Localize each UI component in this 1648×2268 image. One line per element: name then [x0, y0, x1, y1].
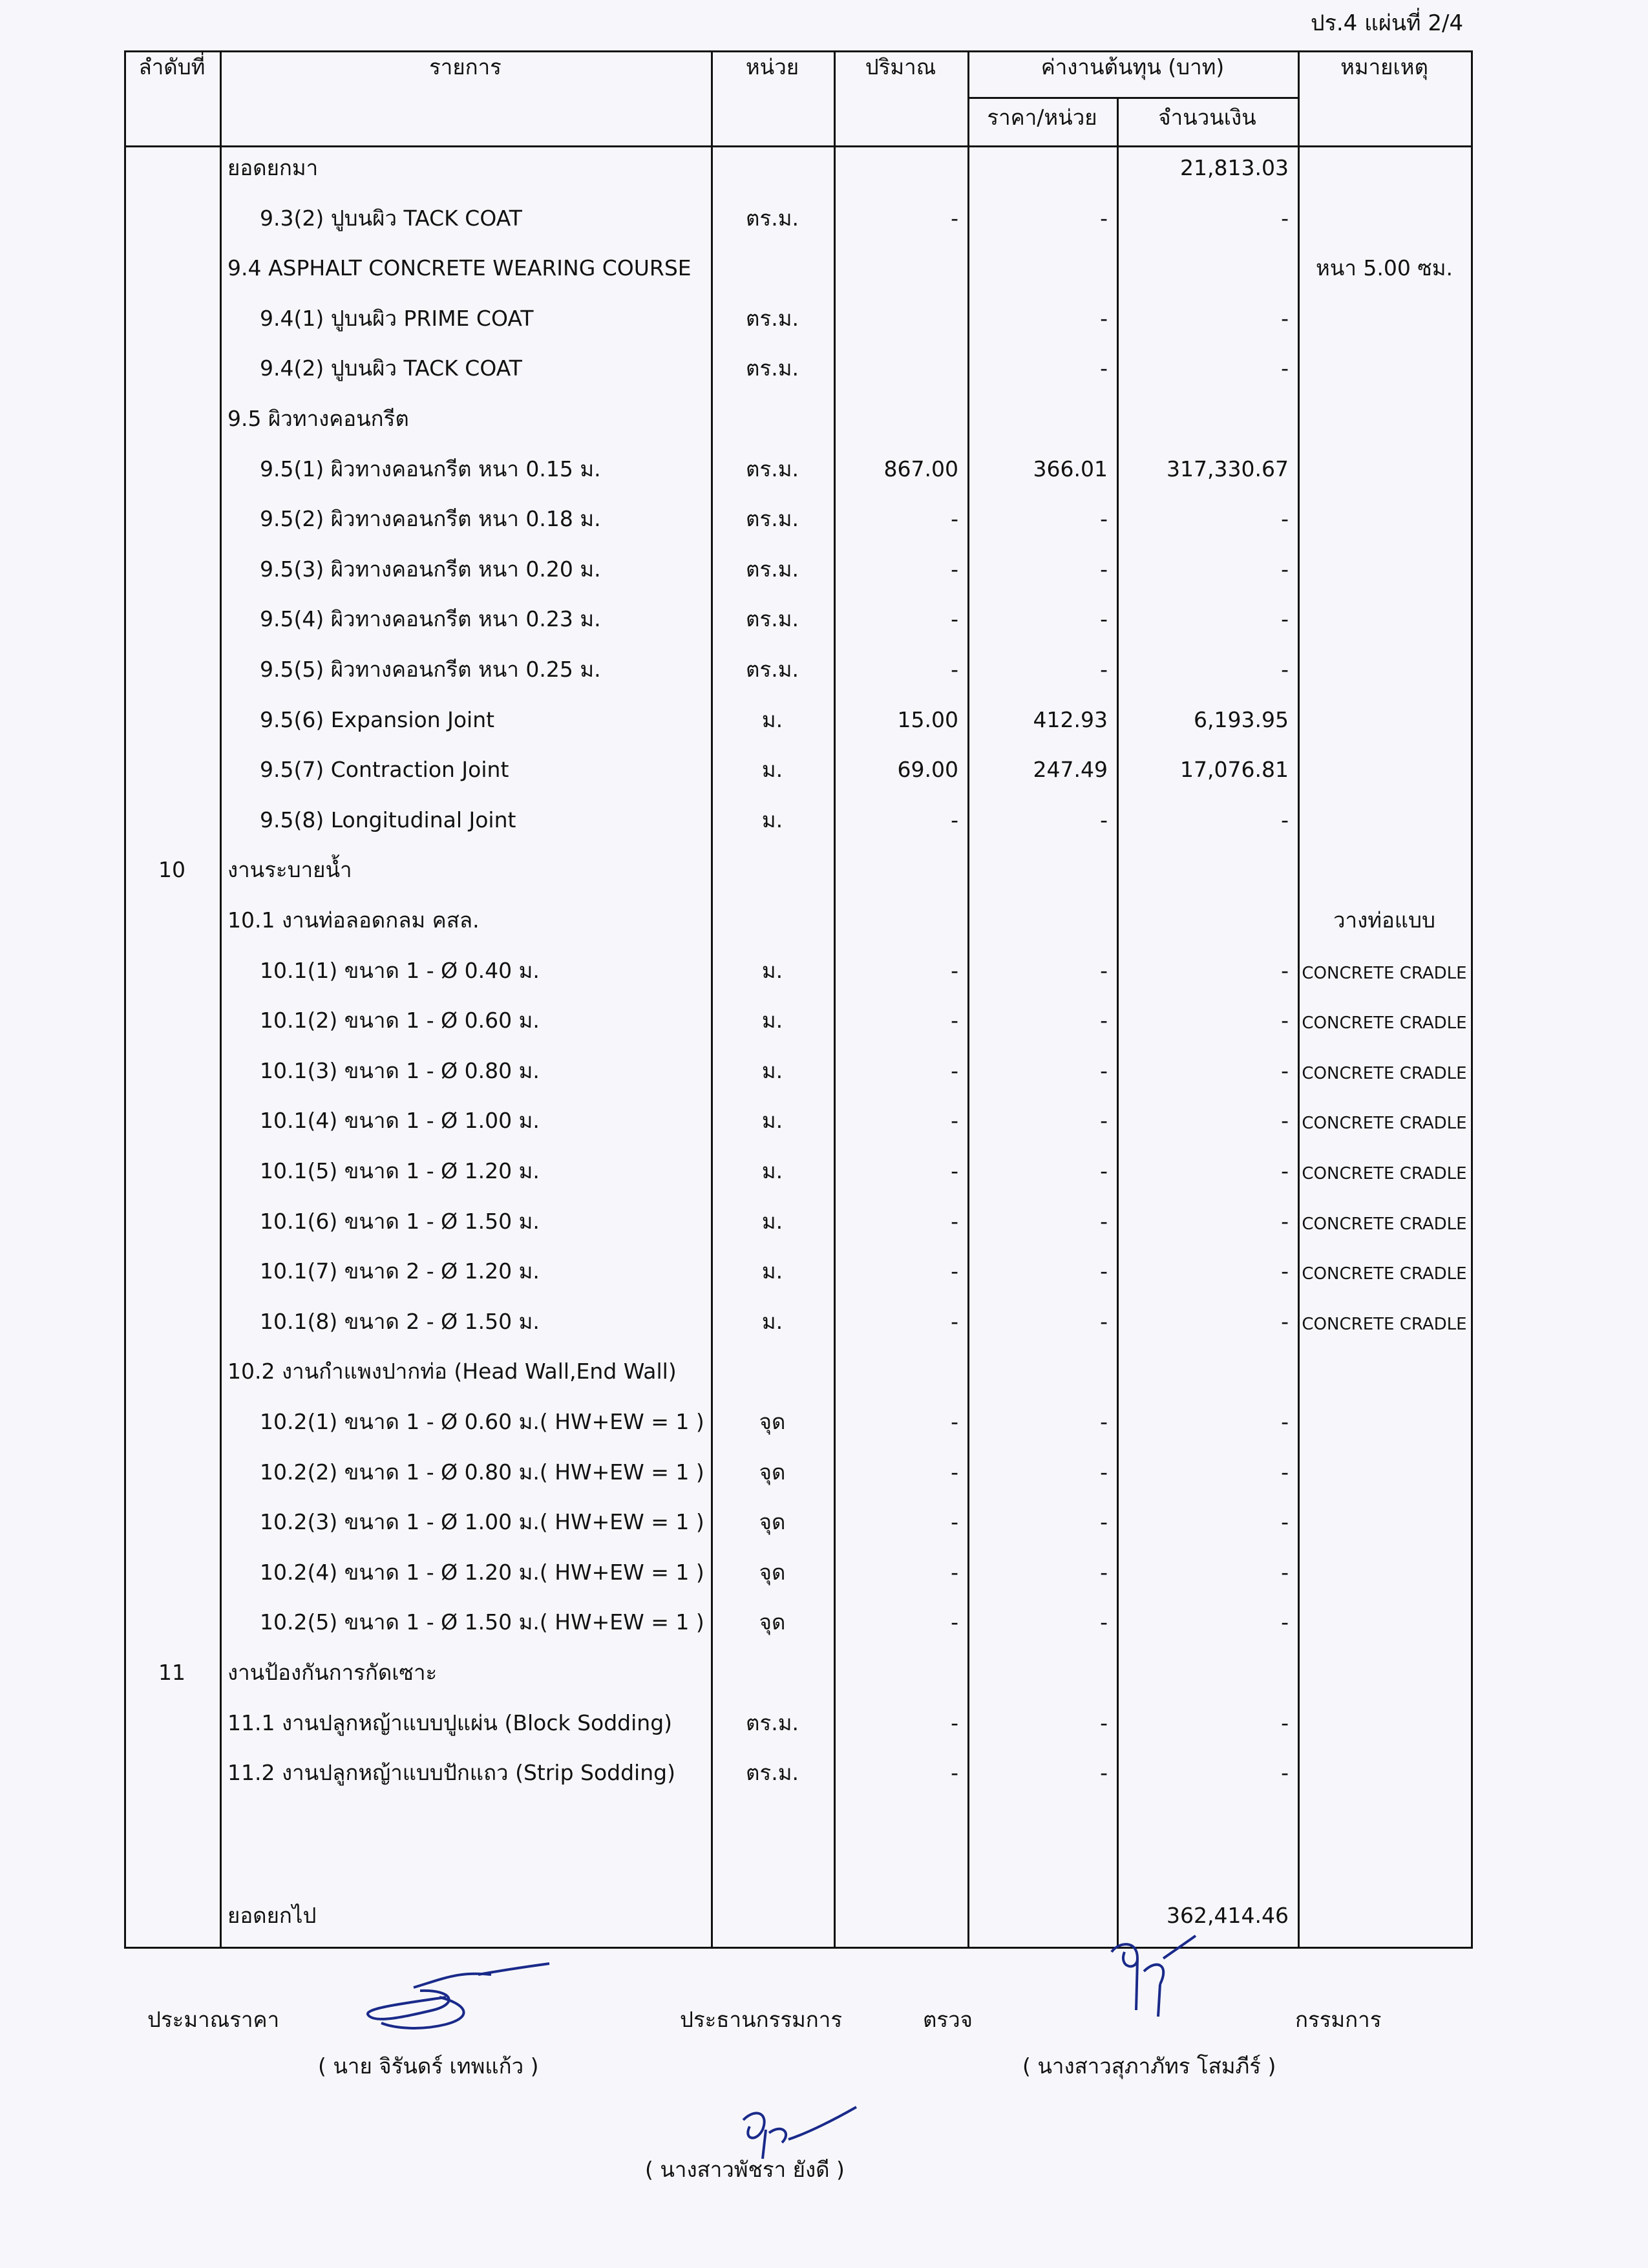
row-item: 10.1(1) ขนาด 1 - Ø 0.40 ม. [260, 958, 540, 983]
row-item: 11.1 งานปลูกหญ้าแบบปูแผ่น (Block Sodding) [227, 1710, 673, 1735]
row-price: - [1100, 206, 1108, 231]
row-item: 9.4 ASPHALT CONCRETE WEARING COURSE [227, 255, 692, 281]
row-qty: - [951, 1058, 958, 1083]
row-unit: ม. [761, 1108, 783, 1133]
row-item: 9.5(4) ผิวทางคอนกรีต หนา 0.23 ม. [260, 606, 601, 631]
row-unit: ม. [761, 1058, 783, 1083]
row-unit: ม. [761, 1309, 783, 1334]
row-amount: - [1281, 1509, 1289, 1534]
estimator-signature [362, 1952, 556, 2042]
header-item: รายการ [429, 54, 502, 79]
row-price: - [1100, 306, 1108, 331]
row-price: - [1100, 1309, 1108, 1334]
row-price: 412.93 [1033, 707, 1108, 732]
row-qty: - [951, 1560, 958, 1585]
row-amount: 21,813.03 [1180, 155, 1289, 180]
sheet-reference: ปร.4 แผ่นที่ 2/4 [1311, 10, 1464, 36]
row-item: 10.2(1) ขนาด 1 - Ø 0.60 ม.( HW+EW = 1 ) [260, 1409, 704, 1434]
chair-role: ประธานกรรมการ [680, 2007, 843, 2032]
row-qty: - [951, 1609, 958, 1635]
table-rule [1298, 50, 1300, 1949]
row-item: 9.5(2) ผิวทางคอนกรีต หนา 0.18 ม. [260, 506, 601, 531]
row-qty: - [951, 807, 958, 832]
header-no: ลำดับที่ [138, 54, 206, 79]
row-item: 9.5(6) Expansion Joint [260, 707, 495, 732]
row-item: 9.4(1) ปูบนผิว PRIME COAT [260, 306, 534, 331]
row-price: - [1100, 807, 1108, 832]
row-remark: CONCRETE CRADLE [1302, 1114, 1467, 1133]
row-item: ยอดยกมา [227, 155, 319, 180]
row-item: 10.1(3) ขนาด 1 - Ø 0.80 ม. [260, 1058, 540, 1083]
table-rule [711, 50, 713, 1949]
row-amount: - [1281, 1710, 1289, 1735]
estimator-name: ( นาย จิรันดร์ เทพแก้ว ) [318, 2053, 539, 2079]
row-amount: - [1281, 1609, 1289, 1635]
member-role: กรรมการ [1295, 2007, 1382, 2032]
row-unit: ม. [761, 1158, 783, 1183]
row-unit: ตร.ม. [746, 606, 799, 631]
row-price: - [1100, 1209, 1108, 1234]
row-remark: CONCRETE CRADLE [1302, 1164, 1467, 1183]
row-price: 366.01 [1033, 456, 1108, 482]
member-signature [1099, 1933, 1215, 2030]
row-qty: - [951, 556, 958, 582]
row-qty: - [951, 606, 958, 631]
row-qty: - [951, 1108, 958, 1133]
row-unit: ตร.ม. [746, 1760, 799, 1785]
row-unit: ม. [761, 757, 783, 782]
row-qty: - [951, 1760, 958, 1785]
row-remark: CONCRETE CRADLE [1302, 1214, 1467, 1234]
row-amount: - [1281, 657, 1289, 682]
row-item: 9.5(3) ผิวทางคอนกรีต หนา 0.20 ม. [260, 556, 601, 582]
row-remark: วางท่อแบบ [1333, 907, 1435, 933]
row-unit: จุด [759, 1459, 786, 1485]
row-item: 10.2(4) ขนาด 1 - Ø 1.20 ม.( HW+EW = 1 ) [260, 1560, 704, 1585]
row-unit: ม. [761, 1008, 783, 1033]
row-item: 10.1(8) ขนาด 2 - Ø 1.50 ม. [260, 1309, 540, 1334]
row-amount: - [1281, 1309, 1289, 1334]
row-qty: - [951, 1309, 958, 1334]
row-item: 9.5(5) ผิวทางคอนกรีต หนา 0.25 ม. [260, 657, 601, 682]
row-qty: - [951, 206, 958, 231]
table-rule [124, 50, 1473, 52]
row-unit: ม. [761, 1258, 783, 1284]
row-unit: ตร.ม. [746, 1710, 799, 1735]
row-unit: จุด [759, 1409, 786, 1434]
row-price: - [1100, 1158, 1108, 1183]
header-remark: หมายเหตุ [1340, 54, 1428, 79]
row-amount: - [1281, 556, 1289, 582]
row-amount: - [1281, 1209, 1289, 1234]
row-item: 11.2 งานปลูกหญ้าแบบปักแถว (Strip Sodding) [227, 1760, 675, 1785]
row-price: - [1100, 606, 1108, 631]
row-qty: 69.00 [897, 757, 958, 782]
table-rule [124, 1947, 1473, 1949]
row-item: 10.1 งานท่อลอดกลม คสล. [227, 907, 480, 933]
row-item: 10.1(4) ขนาด 1 - Ø 1.00 ม. [260, 1108, 540, 1133]
row-amount: - [1281, 1459, 1289, 1485]
row-item: งานป้องกันการกัดเซาะ [227, 1660, 438, 1685]
third-signer-name: ( นางสาวพัชรา ยังดี ) [645, 2157, 845, 2182]
row-amount: - [1281, 1058, 1289, 1083]
third-signature [730, 2101, 860, 2165]
row-unit: จุด [759, 1609, 786, 1635]
row-remark: หนา 5.00 ซม. [1316, 255, 1453, 281]
row-qty: - [951, 506, 958, 531]
row-item: 10.1(2) ขนาด 1 - Ø 0.60 ม. [260, 1008, 540, 1033]
row-price: - [1100, 355, 1108, 381]
table-rule [124, 145, 1473, 147]
row-price: - [1100, 657, 1108, 682]
row-item: 9.5 ผิวทางคอนกรีต [227, 406, 409, 431]
row-qty: 867.00 [883, 456, 958, 482]
header-qty: ปริมาณ [865, 54, 936, 79]
row-price: - [1100, 1509, 1108, 1534]
header-amount: จำนวนเงิน [1158, 105, 1256, 130]
row-amount: 6,193.95 [1194, 707, 1289, 732]
row-price: - [1100, 1008, 1108, 1033]
header-unit: หน่วย [745, 54, 799, 79]
estimator-role: ประมาณราคา [147, 2007, 280, 2032]
row-price: - [1100, 1258, 1108, 1284]
row-price: - [1100, 556, 1108, 582]
row-price: - [1100, 1409, 1108, 1434]
row-item: 10.2(2) ขนาด 1 - Ø 0.80 ม.( HW+EW = 1 ) [260, 1459, 704, 1485]
row-qty: - [951, 1459, 958, 1485]
row-unit: ตร.ม. [746, 456, 799, 482]
row-amount: - [1281, 355, 1289, 381]
row-unit: ม. [761, 1209, 783, 1234]
row-amount: 317,330.67 [1167, 456, 1289, 482]
row-qty: - [951, 1409, 958, 1434]
row-amount: - [1281, 1760, 1289, 1785]
table-rule [967, 97, 1298, 99]
row-unit: ตร.ม. [746, 355, 799, 381]
table-rule [967, 50, 969, 1949]
row-qty: - [951, 958, 958, 983]
row-qty: - [951, 1710, 958, 1735]
row-unit: ม. [761, 958, 783, 983]
row-item: 10.1(7) ขนาด 2 - Ø 1.20 ม. [260, 1258, 540, 1284]
row-price: - [1100, 1710, 1108, 1735]
row-item: 9.4(2) ปูบนผิว TACK COAT [260, 355, 522, 381]
row-price: - [1100, 1108, 1108, 1133]
row-amount: - [1281, 306, 1289, 331]
row-price: - [1100, 1058, 1108, 1083]
carry-forward-label: ยอดยกไป [227, 1903, 317, 1928]
row-qty: 15.00 [897, 707, 958, 732]
row-unit: จุด [759, 1509, 786, 1534]
row-unit: จุด [759, 1560, 786, 1585]
row-amount: - [1281, 506, 1289, 531]
row-amount: - [1281, 206, 1289, 231]
table-rule [1471, 50, 1473, 1949]
row-amount: 17,076.81 [1180, 757, 1289, 782]
table-rule [834, 50, 836, 1949]
check-label: ตรวจ [923, 2007, 973, 2032]
row-no: 10 [158, 857, 185, 882]
row-amount: - [1281, 1409, 1289, 1434]
row-item: 10.2 งานกำแพงปากท่อ (Head Wall,End Wall) [227, 1359, 677, 1384]
table-rule [220, 50, 222, 1949]
row-price: - [1100, 1560, 1108, 1585]
header-price: ราคา/หน่วย [987, 105, 1097, 130]
row-unit: ตร.ม. [746, 506, 799, 531]
row-qty: - [951, 1258, 958, 1284]
row-qty: - [951, 657, 958, 682]
row-amount: - [1281, 1158, 1289, 1183]
row-remark: CONCRETE CRADLE [1302, 1264, 1467, 1284]
row-price: - [1100, 958, 1108, 983]
row-price: - [1100, 506, 1108, 531]
member-name: ( นางสาวสุภาภัทร โสมภีร์ ) [1022, 2053, 1276, 2079]
row-item: 9.5(8) Longitudinal Joint [260, 807, 516, 832]
row-item: งานระบายน้ำ [227, 857, 352, 882]
row-amount: - [1281, 958, 1289, 983]
row-item: 9.3(2) ปูบนผิว TACK COAT [260, 206, 522, 231]
row-item: 9.5(7) Contraction Joint [260, 757, 509, 782]
header-cost-group: ค่างานต้นทุน (บาท) [1041, 54, 1225, 79]
row-remark: CONCRETE CRADLE [1302, 1064, 1467, 1083]
row-price: - [1100, 1609, 1108, 1635]
row-amount: - [1281, 1008, 1289, 1033]
row-qty: - [951, 1509, 958, 1534]
row-price: - [1100, 1459, 1108, 1485]
row-unit: ม. [761, 807, 783, 832]
row-price: 247.49 [1033, 757, 1108, 782]
row-amount: - [1281, 1258, 1289, 1284]
row-item: 10.2(3) ขนาด 1 - Ø 1.00 ม.( HW+EW = 1 ) [260, 1509, 704, 1534]
row-item: 9.5(1) ผิวทางคอนกรีต หนา 0.15 ม. [260, 456, 601, 482]
carry-forward-amount: 362,414.46 [1167, 1903, 1289, 1928]
row-qty: - [951, 1008, 958, 1033]
row-no: 11 [158, 1660, 185, 1685]
row-unit: ตร.ม. [746, 556, 799, 582]
row-amount: - [1281, 1560, 1289, 1585]
row-price: - [1100, 1760, 1108, 1785]
row-qty: - [951, 1158, 958, 1183]
row-remark: CONCRETE CRADLE [1302, 1013, 1467, 1033]
row-remark: CONCRETE CRADLE [1302, 1315, 1467, 1334]
row-item: 10.2(5) ขนาด 1 - Ø 1.50 ม.( HW+EW = 1 ) [260, 1609, 704, 1635]
row-unit: ม. [761, 707, 783, 732]
row-unit: ตร.ม. [746, 206, 799, 231]
row-amount: - [1281, 606, 1289, 631]
row-amount: - [1281, 807, 1289, 832]
row-unit: ตร.ม. [746, 306, 799, 331]
row-amount: - [1281, 1108, 1289, 1133]
row-remark: CONCRETE CRADLE [1302, 964, 1467, 983]
row-item: 10.1(6) ขนาด 1 - Ø 1.50 ม. [260, 1209, 540, 1234]
row-qty: - [951, 1209, 958, 1234]
row-unit: ตร.ม. [746, 657, 799, 682]
row-item: 10.1(5) ขนาด 1 - Ø 1.20 ม. [260, 1158, 540, 1183]
